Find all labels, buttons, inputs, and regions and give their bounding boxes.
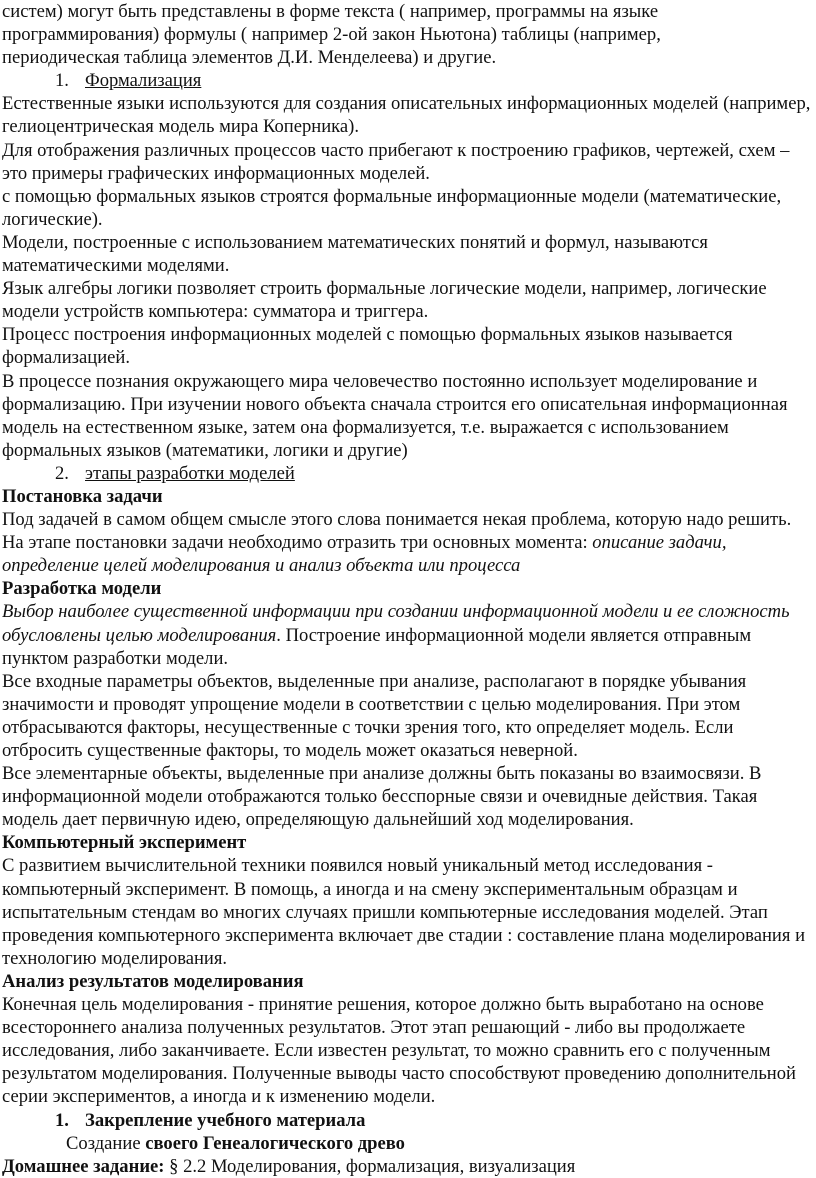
section-title: Закрепление учебного материала [85,1109,366,1131]
stage-heading-experiment: Компьютерный эксперимент [2,832,247,854]
stage-experiment-paragraph: С развитием вычислительной техники появился новый уникальный метод исследования - компьютерный эксперимент. В помощь, а иногда и на смену экспериментальным образцам и испытательным стендам во многих случаях пришли компьютерные исследования моделей. Этап проведения компьютерного эксперимента включает две стадии : составление плана моделирования и технологию моделирования. [2,855,806,969]
stage-model-paragraph-3: Все элементарные объекты, выделенные при анализе должны быть показаны во взаимосвязи. В информационной модели отображаются только бесспорные связи и очевидные действия. Такая модель дает первичную идею, определяющую дальнейший ход моделирования. [2,763,762,831]
formalization-paragraph-5: Язык алгебры логики позволяет строить формальные логические модели, например, логические модели устройств компьютера: сумматора и триггера. [2,278,767,323]
stage-italic-text: описание задачи, определение целей моделирования и анализ объекта или процесса [2,532,727,577]
section-stages-heading [2,462,814,485]
formalization-paragraph-7: В процессе познания окружающего мира человечество постоянно использует моделирование и формализацию. При изучении нового объекта сначала строится его описательная информационная модель на естественном языке, затем она формализуется, т.е. выражается с использованием формальных языков (математики, логики и другие) [2,370,788,461]
stage-model-paragraph-2: Все входные параметры объектов, выделенные при анализе, располагают в порядке убывания значимости и проводят упрощение модели в соответствии с целью моделирования. При этом отбрасываются факторы, несущественные с точки зрения того, кто определяет модель. Если отбросить существенные факторы, то модель может оказаться неверной. [2,670,747,761]
formalization-paragraph-1: Естественные языки используются для создания описательных информационных моделей (например, гелиоцентрическая модель мира Коперника). [2,93,811,138]
formalization-paragraph-2: Для отображения различных процессов часто прибегают к построению графиков, чертежей, схем – это примеры графических информационных моделей. [2,139,790,184]
formalization-paragraph-4: Модели, построенные с использованием математических понятий и формул, называются математическими моделями. [2,231,708,277]
section-title: Формализация [85,70,202,92]
intro-line-2: программирования) формулы ( например 2-ой закон Ньютона) таблицы (например, [2,24,661,46]
intro-line-3: периодическая таблица элементов Д.И. Менделеева) и другие. [2,47,497,69]
homework-label: Домашнее задание: [2,1155,165,1177]
stage-heading-model: Разработка модели [2,578,162,600]
stage-text: . Построение информационной модели является отправным пунктом разработки модели. [2,624,752,669]
intro-paragraph [2,0,814,69]
list-number: 1. [55,70,69,92]
section-formalization-heading [2,69,814,92]
list-number: 2. [55,462,69,484]
stage-analysis-paragraph: Конечная цель моделирования - принятие решения, которое должно быть выработано на основе всестороннего анализа полученных результатов. Этот этап решающий - либо вы продолжаете исследования, либо заканчиваете. Если известен результат, то можно сравнить его с полученным результатом моделирования. Полученные выводы часто способствуют проведению дополнительной серии экспериментов, а иногда и к изменению модели. [2,994,797,1108]
formalization-paragraph-6: Процесс построения информационных моделей с помощью формальных языков называется формализацией. [2,324,733,369]
stage-problem-paragraph [2,508,814,577]
stage-model-paragraph-1 [2,600,814,669]
stage-text: Под задачей в самом общем смысле этого слова понимается некая проблема, которую надо решить. На этапе постановки задачи необходимо отразить три основных момента: [2,509,792,554]
formalization-paragraph-3: с помощью формальных языков строятся формальные информационные модели (математические, логические). [2,185,782,230]
creation-task [2,1132,814,1155]
section-title: этапы разработки моделей [85,462,295,484]
stage-italic-text: Выбор наиболее существенной информации при создании информационной модели и ее сложность обусловлены целью моделирования [2,601,790,646]
creation-bold: своего Генеалогического древо [145,1132,405,1154]
intro-line-1: систем) могут быть представлены в форме текста ( например, программы на языке [2,1,659,22]
homework-line [2,1155,814,1178]
creation-prefix: Создание [66,1132,146,1154]
homework-text: § 2.2 Моделирования, формализация, визуализация [164,1155,576,1177]
list-number: 1. [55,1109,69,1131]
stage-heading-problem: Постановка задачи [2,485,163,507]
stage-heading-analysis: Анализ результатов моделирования [2,970,304,992]
section-consolidation-heading [2,1109,814,1132]
